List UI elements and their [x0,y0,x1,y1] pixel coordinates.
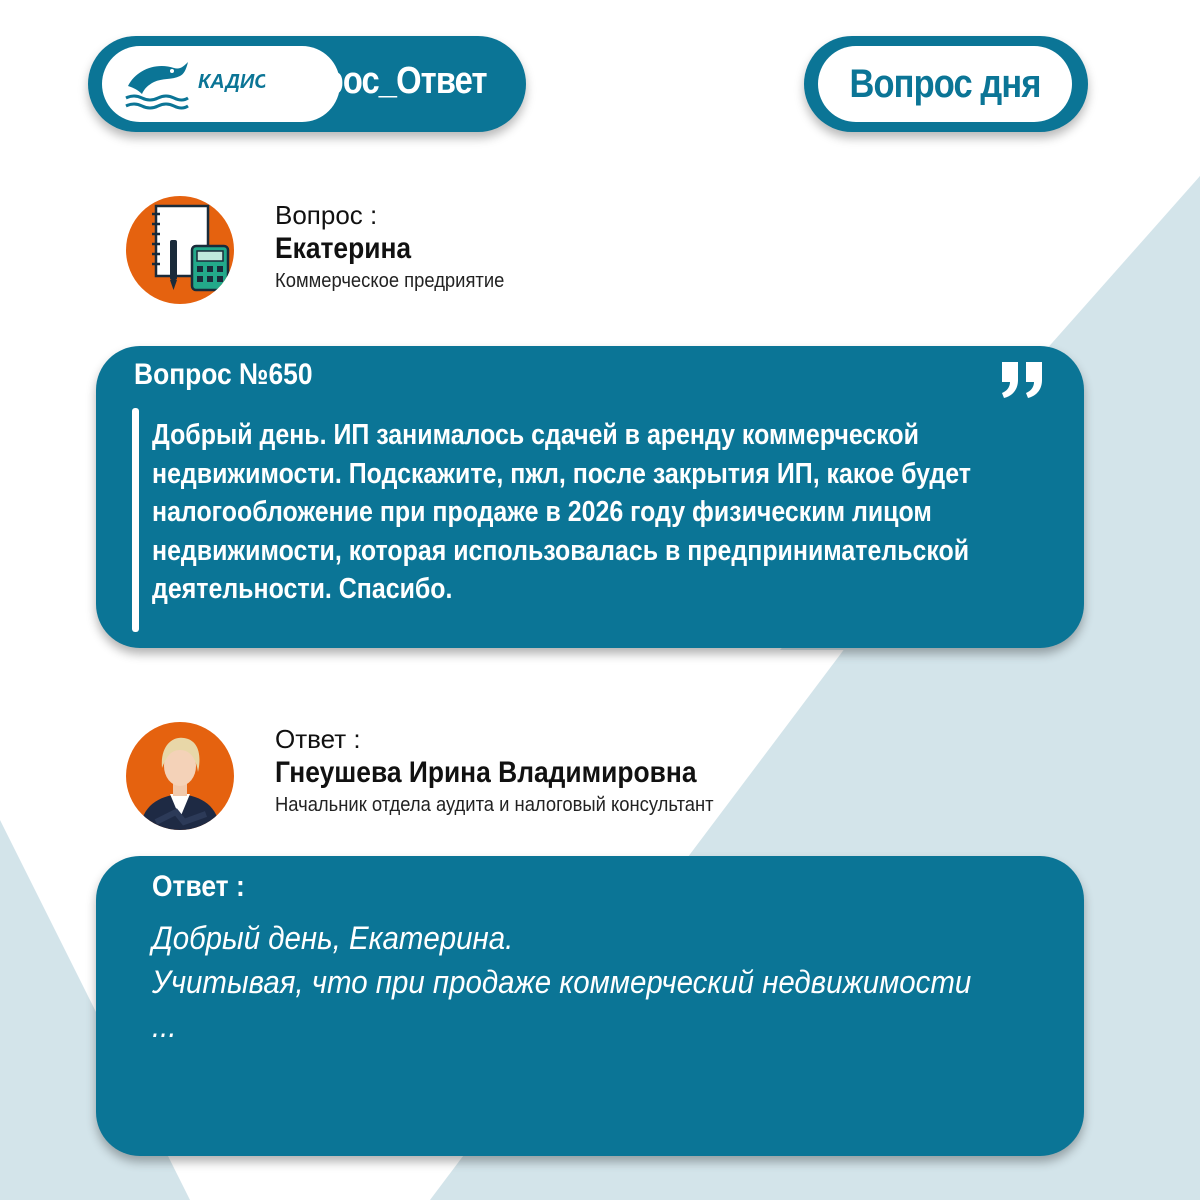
answer-text-line: Учитывая, что при продаже коммерческий недвижимости [152,964,972,1000]
question-author-name: Екатерина [275,232,412,265]
question-card [96,346,1084,648]
answer-role-label: Ответ : [275,724,361,754]
answer-author-subtitle: Начальник отдела аудита и налоговый консультант [275,794,714,816]
logo-header-pill [88,36,526,132]
question-author-info [275,200,524,294]
answer-author-avatar [126,722,234,830]
notebook-calculator-icon [126,196,234,304]
answer-text-ellipsis: ... [152,1008,177,1044]
answer-text-line: Добрый день, Екатерина. [152,920,514,956]
page-title: Вопрос_Ответ [263,60,487,102]
question-author-subtitle: Коммерческое предриятие [275,270,505,292]
logo-text: КАДИС [198,71,269,93]
answer-card [96,856,1084,1156]
question-text: Добрый день. ИП занималось сдачей в аренду коммерческой недвижимости. Подскажите, пжл, после закрытия ИП, какое будет налогообложение при продаже в 2026 году физическим лицом недвижимости, которая использовалась в предпринимательской деятельности. Спасибо. [152,419,972,606]
question-role-label: Вопрос : [275,200,378,230]
question-author-avatar [126,196,234,304]
dolphin-logo-icon [122,56,192,112]
quote-icon [998,358,1046,402]
question-of-day-inner [818,46,1072,122]
answer-author-info [275,724,754,818]
person-photo [126,722,234,830]
question-of-day-badge [804,36,1088,132]
answer-author-name: Гнеушева Ирина Владимировна [275,756,697,789]
quote-bar [132,408,139,632]
question-of-day-label: Вопрос дня [849,61,1041,106]
question-number: Вопрос №650 [134,358,313,391]
answer-heading: Ответ : [152,870,245,903]
